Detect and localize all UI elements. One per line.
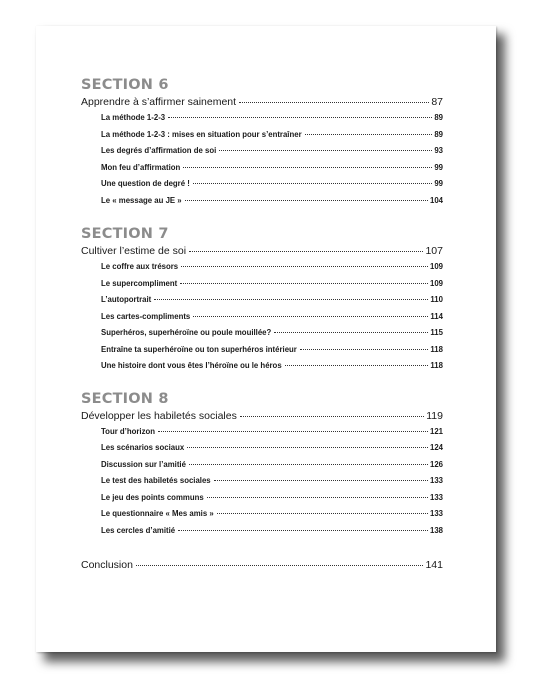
leader-dots — [217, 513, 428, 514]
section-6 — [81, 76, 443, 209]
item-title: Discussion sur l’amitié — [101, 459, 186, 469]
item-page: 118 — [430, 344, 443, 354]
item-title: Les cartes-compliments — [101, 311, 191, 321]
leader-dots — [240, 416, 424, 417]
section-gap — [81, 209, 443, 225]
item-page: 133 — [429, 492, 443, 502]
item-title: Le questionnaire « Mes amis » — [101, 509, 214, 518]
toc-item — [81, 325, 443, 342]
item-title: Mon feu d’affirmation — [101, 162, 181, 172]
leader-dots — [300, 349, 429, 350]
item-title: Superhéros, superhéroïne ou poule mouillée? — [101, 328, 272, 337]
section-gap — [81, 539, 443, 557]
leader-dots — [136, 565, 424, 566]
leader-dots — [193, 183, 433, 184]
item-title: Une question de degré ! — [101, 179, 190, 188]
leader-dots — [183, 167, 432, 168]
item-page: 138 — [429, 525, 443, 535]
toc-item — [81, 523, 443, 540]
item-page: 133 — [429, 476, 443, 485]
leader-dots — [189, 251, 423, 252]
toc-item — [81, 309, 443, 326]
toc-item — [81, 440, 443, 457]
leader-dots — [178, 530, 428, 531]
chapter-entry — [81, 94, 443, 110]
section-heading: SECTION 6 — [81, 77, 169, 93]
item-page: 126 — [429, 459, 443, 469]
chapter-page: 87 — [431, 96, 443, 108]
item-page: 104 — [429, 195, 443, 205]
chapter-page: 107 — [425, 245, 443, 257]
item-page: 93 — [434, 146, 443, 155]
leader-dots — [214, 480, 428, 481]
item-page: 99 — [434, 162, 443, 172]
item-title: Le test des habiletés sociales — [101, 476, 211, 485]
item-page: 115 — [430, 328, 443, 337]
item-title: Le coffre aux trésors — [101, 262, 179, 271]
item-title: Les degrés d’affirmation de soi — [101, 146, 217, 155]
toc-item — [81, 342, 443, 359]
leader-dots — [154, 299, 428, 300]
conclusion-page: 141 — [425, 559, 443, 571]
leader-dots — [305, 134, 433, 135]
toc-item — [81, 193, 443, 210]
leader-dots — [187, 447, 428, 448]
toc-item — [81, 457, 443, 474]
item-title: Le jeu des points communs — [101, 492, 204, 502]
leader-dots — [168, 117, 432, 118]
section-heading: SECTION 7 — [81, 226, 169, 242]
item-title: Entraîne ta superhéroïne ou ton superhéros intérieur — [101, 344, 297, 354]
chapter-page: 119 — [426, 409, 443, 422]
chapter-entry — [81, 408, 443, 424]
leader-dots — [285, 365, 429, 366]
leader-dots — [219, 150, 432, 151]
item-page: 109 — [429, 262, 443, 271]
toc-item — [81, 506, 443, 523]
item-page: 114 — [430, 311, 443, 321]
leader-dots — [274, 332, 428, 333]
leader-dots — [193, 316, 428, 317]
toc-item — [81, 160, 443, 177]
section-8 — [81, 390, 443, 540]
conclusion-entry — [81, 557, 443, 573]
table-of-contents — [81, 76, 443, 573]
chapter-title: Développer les habiletés sociales — [81, 409, 237, 422]
leader-dots — [207, 497, 428, 498]
toc-item — [81, 358, 443, 375]
item-page: 110 — [430, 295, 443, 304]
leader-dots — [181, 266, 428, 267]
leader-dots — [180, 283, 428, 284]
item-page: 124 — [429, 443, 443, 452]
item-title: Le supercompliment — [101, 278, 178, 288]
conclusion-title: Conclusion — [81, 559, 133, 571]
item-page: 89 — [434, 113, 443, 122]
item-title: La méthode 1-2-3 : mises en situation pour s’entraîner — [101, 129, 302, 139]
item-title: L’autoportrait — [101, 295, 152, 304]
toc-item — [81, 490, 443, 507]
toc-item — [81, 424, 443, 441]
section-7 — [81, 225, 443, 375]
item-page: 133 — [429, 509, 443, 518]
toc-item — [81, 259, 443, 276]
toc-item — [81, 276, 443, 293]
chapter-title: Apprendre à s’affirmer sainement — [81, 96, 237, 108]
item-page: 89 — [434, 129, 443, 139]
toc-item — [81, 127, 443, 144]
item-page: 121 — [429, 426, 443, 436]
toc-item — [81, 110, 443, 127]
section-heading: SECTION 8 — [81, 390, 169, 407]
toc-item — [81, 143, 443, 160]
section-gap — [81, 375, 443, 390]
item-title: Le « message au JE » — [101, 195, 182, 205]
item-page: 99 — [434, 179, 443, 188]
leader-dots — [189, 464, 428, 465]
item-title: Tour d’horizon — [101, 426, 155, 436]
chapter-entry — [81, 243, 443, 259]
toc-item — [81, 473, 443, 490]
item-title: Les scénarios sociaux — [101, 443, 185, 452]
leader-dots — [239, 102, 429, 103]
leader-dots — [158, 431, 428, 432]
chapter-title: Cultiver l’estime de soi — [81, 245, 187, 257]
leader-dots — [185, 200, 428, 201]
book-page — [36, 26, 496, 652]
item-title: Les cercles d’amitié — [101, 525, 176, 535]
item-title: La méthode 1-2-3 — [101, 113, 166, 122]
item-title: Une histoire dont vous êtes l’héroïne ou le héros — [101, 361, 282, 370]
toc-item — [81, 292, 443, 309]
item-page: 118 — [430, 361, 443, 370]
toc-item — [81, 176, 443, 193]
item-page: 109 — [429, 278, 443, 288]
